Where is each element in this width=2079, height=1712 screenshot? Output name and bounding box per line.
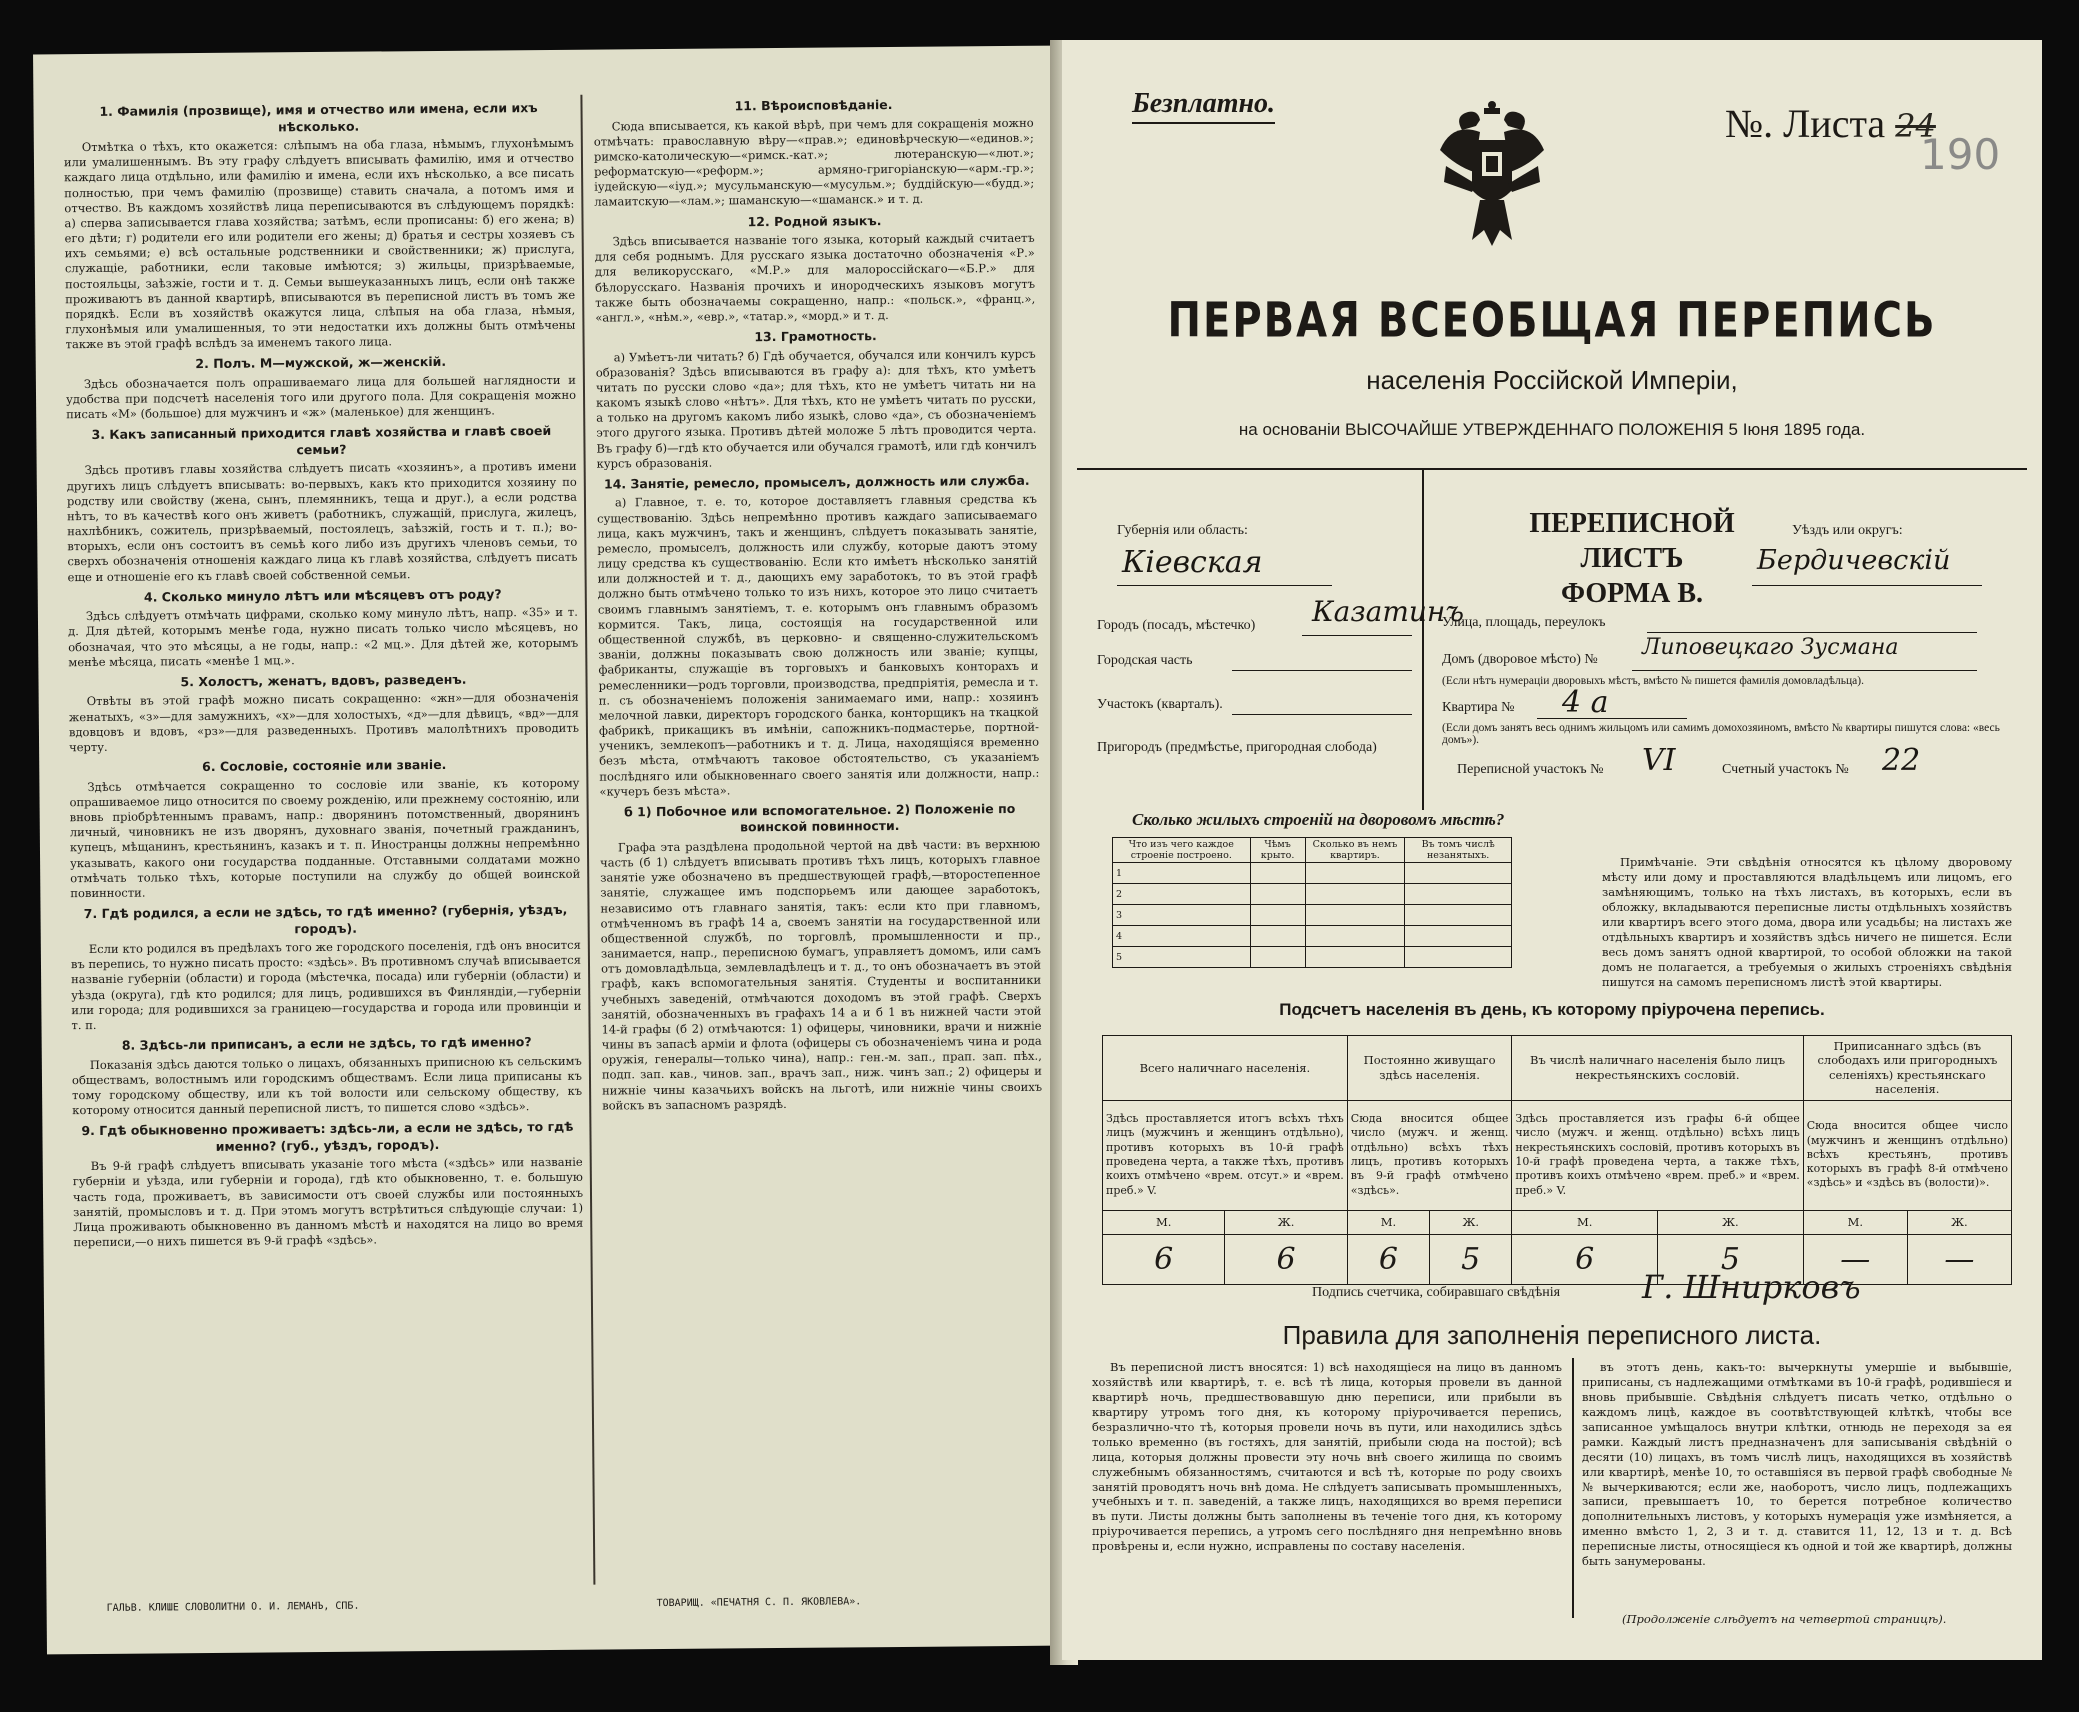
continued-note: (Продолженіе слѣдуетъ на четвертой страницѣ). <box>1622 1612 1947 1626</box>
sex-header-f: Ж. <box>1658 1210 1804 1234</box>
gorod-value: Казатинъ <box>1312 595 1465 628</box>
left-page <box>33 46 1067 1655</box>
count-value: 5 <box>1430 1234 1512 1284</box>
sex-header-f: Ж. <box>1430 1210 1512 1234</box>
count-description: Здѣсь проставляется изъ графы 6-й общее число (мужч. и женщ. отдѣльно) всѣхъ лицъ некрестьянскихъ сословій, противъ которыхъ въ 10-й графѣ проведена черта, а также тѣхъ, противъ коихъ отмѣчено «врем. преб.» и «врем. преб.» V. <box>1512 1100 1803 1210</box>
section-title: 11. Вѣроисповѣданіе. <box>734 96 893 114</box>
section-title: 12. Родной языкъ. <box>747 212 882 229</box>
count-description: Сюда вносится общее число (мужч. и женщ. отдѣльно) всѣхъ тѣхъ лицъ, противъ которыхъ въ 9-й графѣ отмѣчено «здѣсь». <box>1347 1100 1512 1210</box>
signature-value: Г. Шнирковъ <box>1642 1268 1861 1306</box>
section-title: 4. Сколько минуло лѣтъ или мѣсяцевъ отъ роду? <box>143 586 502 605</box>
gorod-line <box>1302 635 1412 636</box>
sheet-number-label: №. Листа <box>1725 101 1886 146</box>
section-text: Отвѣты въ этой графѣ можно писать сокращенно: «жн»—для обозначенія женатыхъ, «з»—для замужнихъ, «х»—для холостыхъ, «д»—для дѣвицъ, «вд»—для вдовцовъ и вдовъ, «рз»—для разведенныхъ. Противъ малолѣтнихъ проводить черту. <box>68 690 579 755</box>
prigorod-label: Пригородъ (предмѣстье, пригородная слобода) <box>1097 740 1377 755</box>
uezd-value: Бердичевскій <box>1757 545 1951 576</box>
buildings-question: Сколько жилыхъ строеній на дворовомъ мѣстѣ? <box>1132 810 1505 829</box>
printer-note-a: ГАЛЬВ. КЛИШЕ СЛОВОЛИТНИ О. И. ЛЕМАНЪ, СПБ. <box>106 1600 360 1614</box>
dom-note: (Если нѣтъ нумераціи дворовыхъ мѣстъ, вмѣсто № пишется фамилія домовладѣльца). <box>1442 675 1864 687</box>
section-text: Здѣсь противъ главы хозяйства слѣдуетъ писать «хозяинъ», а противъ имени другихъ лицъ слѣдуетъ вписывать: во-первыхъ, какъ кто приходится хозяину по родству или свойству (жена, сынъ, племянникъ, теща и друг.), а если родства нѣтъ, то въ качествѣ кого онъ живетъ (работникъ, служащій, прислуга, жилецъ, нахлѣбникъ, сожитель, призрѣваемый, постоялецъ, заѣзжій, гость и т. п.); во-вторыхъ, если онъ состоитъ въ семьѣ кого либо изъ другихъ членовъ семьи, то сверхъ обозначенія отношенія каждаго лица къ главѣ хозяйства, слѣдуетъ писать еще и отношеніе его къ главѣ своей собственной семьи. <box>66 459 578 584</box>
gubernia-value: Кіевская <box>1122 545 1263 580</box>
kvartira-note: (Если домъ занятъ весь однимъ жильцомъ или самимъ домохозяиномъ, вмѣсто № квартиры пишутся слова: «весь домъ»). <box>1442 722 2000 746</box>
left-column-b <box>593 91 1046 1575</box>
count-description: Сюда вносится общее число (мужчинъ и женщинъ отдѣльно) всѣхъ крестьянъ, противъ которыхъ въ графѣ 8-й отмѣчено «здѣсь» и «здѣсь въ (волости)». <box>1803 1100 2011 1210</box>
count-value: — <box>1803 1234 1907 1284</box>
count-value: 5 <box>1658 1234 1804 1284</box>
kvartira-line <box>1537 718 1687 719</box>
buildings-header: Чѣмъ крыто. <box>1250 838 1305 863</box>
schetny-uchastok-value: 22 <box>1882 743 1921 778</box>
sex-header-m: М. <box>1347 1210 1429 1234</box>
count-value: 6 <box>1225 1234 1347 1284</box>
rules-title: Правила для заполненія переписного листа. <box>1282 1320 1822 1350</box>
population-count-table <box>1102 1035 2012 1285</box>
rules-divider <box>1572 1358 1574 1618</box>
section-title: 13. Грамотность. <box>754 328 877 345</box>
sex-header-m: М. <box>1103 1210 1225 1234</box>
section-title: 8. Здѣсь-ли приписанъ, а если не здѣсь, то гдѣ именно? <box>121 1034 532 1053</box>
printer-note-b: ТОВАРИЩ. «ПЕЧАТНЯ С. П. ЯКОВЛЕВА». <box>656 1596 862 1610</box>
sheet-number-handwritten: 24 <box>1895 107 1936 145</box>
buildings-row-number: 2 <box>1113 884 1251 905</box>
section-text: Сюда вписывается, къ какой вѣрѣ, при чемъ для сокращенія можно отмѣчать: православную вѣру—«прав.»; единовѣрческую—«единов.»; римско-католическую—«римск.-кат.»; лютеранскую—«лют.»; реформатскую—«реформ.»; армяно-григоріанскую—«арм.-гр.»; іудейскую—«іуд.»; мусульманскую—«мусульм.»; буддійскую—«будд.»; ламаитскую—«лам.»; шаманскую—«шаманск.» и т. д. <box>593 115 1035 209</box>
pencil-page-number: 190 <box>1920 130 2001 179</box>
perepisnoy-uchastok-value: VI <box>1642 743 1676 778</box>
perepisnoy-uchastok-label: Переписной участокъ № <box>1457 762 1604 777</box>
count-title: Подсчетъ населенія въ день, къ которому пріурочена перепись. <box>1279 1000 1825 1019</box>
count-value: 6 <box>1512 1234 1658 1284</box>
section-title: 6. Сословіе, состояніе или званіе. <box>202 757 447 775</box>
count-value: 6 <box>1103 1234 1225 1284</box>
form-title-line-1: ПЕРЕПИСНОЙ ЛИСТЪ <box>1529 508 1735 574</box>
uezd-line <box>1752 585 1982 586</box>
count-description: Здѣсь проставляется итогъ всѣхъ тѣхъ лицъ (мужчинъ и женщинъ отдѣльно), противъ которыхъ въ 10-й графѣ проведена черта, а также тѣхъ, противъ коихъ отмѣчено «врем. отсут.» и «врем. преб.» V. <box>1103 1100 1348 1210</box>
chast-line <box>1232 670 1412 671</box>
form-title-line-2: ФОРМА В. <box>1560 578 1704 609</box>
section-text: Здѣсь слѣдуетъ отмѣчать цифрами, сколько кому минуло лѣтъ, напр. «35» и т. д. Для дѣтей, которымъ менѣе года, нужно писать только число мѣсяцевъ, но обозначая, что это мѣсяцы, а не годы, напр.: «2 мц.». Для дѣтей же, которымъ менѣе мѣсяца, писать «менѣе 1 мц.». <box>68 605 579 670</box>
section-text: Отмѣтка о тѣхъ, кто окажется: слѣпымъ на оба глаза, нѣмымъ, глухонѣмымъ или умалишеннымъ. Въ эту графу слѣдуетъ вписывать фамилію, имя и отчество каждаго лица отдѣльно, или фамилію и имена, если ихъ нѣсколько, а все писать полностью, при чемъ фамилію (прозвище) ставить сначала, а потомъ имя и отчество. Въ каждомъ хозяйствѣ лица переписываются въ слѣдующемъ порядкѣ: а) сперва записывается глава хозяйства; затѣмъ, если прописаны: б) его жена; в) его дѣти; г) родители его или родители его жены; д) братья и сестры хозяевъ съ ихъ семьями; е) всѣ остальные родственники и свойственники; ж) прислуга, служащіе, работники, если таковые имѣются; з) жильцы, призрѣваемые, постояльцы, заѣзжіе, гости и т. д. Семьи вышеуказанныхъ лицъ, если онѣ также проживаютъ въ данной квартирѣ, вписываются въ переписной листъ въ томъ же порядкѣ. Если въ хозяйствѣ окажутся лица, слѣпыя на оба глаза, нѣмыя, глухонѣмыя или умалишенныя, то эти недостатки ихъ должны быть отмѣчены также въ этой графѣ вслѣдъ за именемъ такого лица. <box>63 135 576 352</box>
section-text: Здѣсь обозначается полъ опрашиваемаго лица для большей наглядности и удобства при подсчетѣ населенія того или другого пола. Для сокращенія можно писать «М» (большое) для мужчинъ и «ж» (маленькое) для женщинъ. <box>65 372 577 422</box>
count-header: Постоянно живущаго здѣсь населенія. <box>1347 1036 1512 1101</box>
rules-text-a: Въ переписной листъ вносятся: 1) всѣ находящіеся на лицо въ данномъ хозяйствѣ или квартирѣ, т. е. всѣ тѣ лица, которыя провели въ данной квартирѣ ночь, предшествовавшую дню переписи, или прибыли въ квартиру утромъ того дня, къ которому пріурочивается перепись, безразлично-что тѣ, которыя провели ночь въ пути, или находились здѣсь только временно (въ гостяхъ, для занятій, прибыли сюда на постой); всѣ лица, которыя должны провести эту ночь внѣ своего жилища по своимъ служебнымъ обязанностямъ, считаются и всѣ тѣ, которые по роду своихъ занятій проводятъ ночь внѣ дома. Не слѣдуетъ записывать промышленныхъ, учебныхъ и т. п. заведеній, а также лицъ, находящихся во время переписи въ пути. Листы должны быть заполнены въ теченіе того дня, къ которому пріурочивается перепись, а утромъ сего послѣдняго дня непремѣнно вновь провѣрены и, если нужно, исправлены по составу населенія. <box>1092 1360 1562 1554</box>
uchastok-line <box>1232 714 1412 715</box>
section-title: 5. Холостъ, женатъ, вдовъ, разведенъ. <box>180 671 467 690</box>
schetny-uchastok-label: Счетный участокъ № <box>1722 762 1849 777</box>
section-text: Здѣсь отмѣчается сокращенно то сословіе или званіе, къ которому опрашиваемое лицо относится по своему рожденію, или прежнему состоянію, или вновь пріобрѣтеннымъ правамъ, напр.: дворянинъ потомственный, дворянинъ личный, чиновникъ не изъ дворянъ, духовнаго званія, почетный гражданинъ, купецъ, мѣщанинъ, крестьянинъ, казакъ и т. п. Иностранцы должны непремѣнно указывать, какого они государства подданные. Отставными солдатами можно отмѣчать только тѣхъ, которые поступили на службу до общей воинской повинности. <box>69 775 581 901</box>
right-page <box>1062 40 2042 1660</box>
basis-line: на основаніи ВЫСОЧАЙШЕ УТВЕРЖДЕННАГО ПОЛОЖЕНІЯ 5 Іюня 1895 года. <box>1238 420 1866 439</box>
kvartira-label: Квартира № <box>1442 700 1515 715</box>
page-subtitle: населенія Россійской Имперіи, <box>1366 365 1738 395</box>
buildings-row-number: 4 <box>1113 926 1251 947</box>
buildings-table <box>1112 837 1512 968</box>
section-text: Если кто родился въ предѣлахъ того же городского поселенія, гдѣ онъ вносится въ перепись, то нужно писать просто: «здѣсь». Въ противномъ случаѣ вписывается названіе губерніи (области) и города (мѣстечка, посада) или губерніи (области) и уѣзда (округа), гдѣ кто родился; для лицъ, родившихся въ Финляндіи,—губерніи или города; для родившихся за границею—государства и города или провинціи и т. п. <box>70 937 582 1033</box>
page-title: ПЕРВАЯ ВСЕОБЩАЯ ПЕРЕПИСЬ <box>1167 293 1937 349</box>
buildings-header: Что изъ чего каждое строеніе построено. <box>1113 838 1251 863</box>
sex-header-m: М. <box>1803 1210 1907 1234</box>
section-title: 2. Полъ. М—мужской, ж—женскій. <box>195 354 447 372</box>
count-value: — <box>1907 1234 2011 1284</box>
section-text: Показанія здѣсь даются только о лицахъ, обязанныхъ приписною къ сельскимъ обществамъ, волостнымъ или городскимъ обществамъ. Если лица приписаны къ тому городскому обществу, или къ той волости или сельскому обществу, къ которому относится данный переписной листъ, то пишется слово «здѣсь». <box>71 1053 583 1118</box>
sheet-number <box>1725 100 1936 147</box>
free-label: Безплатно. <box>1132 88 1275 124</box>
gorodskaya-chast-label: Городская часть <box>1097 653 1193 668</box>
uchastok-label: Участокъ (кварталъ). <box>1097 697 1223 712</box>
dom-value: Липовецкаго Зусмана <box>1642 635 1899 660</box>
buildings-row-number: 3 <box>1113 905 1251 926</box>
dom-label: Домъ (дворовое мѣсто) № <box>1442 652 1598 667</box>
buildings-header: Сколько въ немъ квартиръ. <box>1305 838 1405 863</box>
buildings-row-number: 5 <box>1113 947 1251 968</box>
rules-text-b: въ этотъ день, какъ-то: вычеркнуты умершіе и выбывшіе, приписаны, съ надлежащими отмѣтками въ 10-й графѣ, родившіеся и вновь прибывшіе. Свѣдѣнія слѣдуетъ писать четко, отдѣльно о каждомъ лицѣ, каждое въ соотвѣтствующей клѣткѣ, чтобы все записанное умѣщалось внутри клѣтки, отнюдь не переходя за ея рамки. Каждый листъ предназначенъ для записыванія свѣдѣній о десяти (10) лицахъ, въ томъ числѣ лицъ, находящихся въ хозяйствѣ или квартирѣ, менѣе 10, то оставшіяся въ первой графѣ свободные №№ вычеркиваются; если же, наоборотъ, число лицъ, подлежащихъ записи, превышаетъ 10, то берется потребное количество дополнительныхъ листовъ, у которыхъ нумерація уже измѣняется, а именно вмѣсто 1, 2, 3 и т. д. ставится 11, 12, 13 и т. д. Всѣ переписные листы, относящіеся къ одной и той же квартирѣ, должны быть занумерованы. <box>1582 1360 2012 1569</box>
sex-header-f: Ж. <box>1225 1210 1347 1234</box>
left-column-a <box>63 95 586 1579</box>
section-text: Въ 9-й графѣ слѣдуетъ вписывать указаніе того мѣста («здѣсь» или названіе губерніи и уѣзда, или губерніи и города), гдѣ кто обыкновенно, т. е. большую часть года, проживаетъ, въ зависимости отъ своей службы или постоянныхъ занятій, промысловъ и т. д. При этомъ могутъ встрѣтиться слѣдующіе случаи: 1) Лица проживають обыкновенно въ данномъ мѣстѣ и находятся на лицо во время переписи,—о нихъ пишется въ 9-й графѣ «здѣсь». <box>72 1154 584 1250</box>
count-header: Въ числѣ наличнаго населенія было лицъ некрестьянскихъ сословій. <box>1512 1036 1803 1101</box>
section-title: 7. Гдѣ родился, а если не здѣсь, то гдѣ именно? (губернія, уѣздъ, городъ). <box>83 901 568 936</box>
buildings-row-number: 1 <box>1113 863 1251 884</box>
double-headed-eagle-icon <box>1432 100 1552 250</box>
section-text: а) Главное, т. е. то, которое доставляетъ главныя средства къ существованію. Здѣсь непремѣнно противъ каждаго записываемаго лица, какъ мужчинъ, такъ и женщинъ, слѣдуетъ показывать занятіе, ремесло, промыселъ, должность или службу, которые даютъ этому лицу средства къ существованію. Если кто имѣетъ нѣсколько занятій или должностей и т. д., дающихъ ему заработокъ, то въ этой графѣ должно быть отмѣчено только то изъ нихъ, которое это лицо считаетъ своимъ главнымъ занятіемъ, т. е. которымъ онъ главнымъ образомъ кормится. Такъ, лица, состоящія на государственной или общественной службѣ, въ церковно- и священно-служительскомъ званіи, должны показывать свою должность или званіе; купцы, фабриканты, служащіе въ торговыхъ и банковыхъ конторахъ и ремесленники—родъ торговли, производства, предпріятія, ремесла и т. п. съ обозначеніемъ положенія занимаемаго ими, напр.: хозяинъ мелочной лавки, директоръ городского банка, конторщикъ на ткацкой фабрикѣ, прикащикъ въ имѣніи, сапожникъ-подмастерье, портной-ученикъ, землекопъ—работникъ и т. д. Лица, находящіяся временно безъ мѣста, отмѣчаютъ таковое обстоятельство, съ указаніемъ послѣдняго или обыкновеннаго своего занятія или должности, напр.: «кучеръ безъ мѣста». <box>597 492 1040 799</box>
note-text: Примѣчаніе. Эти свѣдѣнія относятся къ цѣлому дворовому мѣсту или дому и проставляются владѣльцемъ или лицомъ, его замѣняющимъ, только на тѣхъ листахъ, въ которыхъ, если въ обложку, вкладываются переписные листы отдѣльныхъ хозяйствъ или квартиръ всего этого дома, двора или усадьбы; на листахъ же отдѣльныхъ квартиръ и хозяйствъ здѣсь ничего не пишется. Если весь домъ занятъ одной квартирой, то особой обложки на такой домъ не полагается, а требуемыя о жилыхъ строеніяхъ свѣдѣнія пишутся на самомъ переписномъ листѣ этой квартиры. <box>1602 855 2012 989</box>
sex-header-m: М. <box>1512 1210 1658 1234</box>
form-divider <box>1422 470 1424 810</box>
buildings-header: Въ томъ числѣ незанятыхъ. <box>1405 838 1512 863</box>
gubernia-label: Губернія или область: <box>1117 523 1248 538</box>
count-header: Приписаннаго здѣсь (въ слободахъ или пригородныхъ селеніяхъ) крестьянскаго населенія. <box>1803 1036 2011 1101</box>
count-header: Всего наличнаго населенія. <box>1103 1036 1348 1101</box>
section-text: Графа эта раздѣлена продольной чертой на двѣ части: въ верхнюю часть (б 1) слѣдуетъ вписывать противъ тѣхъ лицъ, которыхъ главное занятіе уже обозначено въ предшествующей графѣ,—второстепенное занятіе, служащее имъ подспорьемъ или дающее заработокъ, независимо отъ главнаго занятія, такъ: если кто при главномъ, отмѣченномъ въ графѣ 14 а, своемъ занятіи на государственной или общественной службѣ, по торговлѣ, промышленности и пр., занимается, напр., переписною бумагъ, управляетъ домомъ, или самъ отъ домовладѣльца, землевладѣлецъ и т. д., то онъ обозначаетъ въ этой графѣ, какъ вспомогательныя занятія. Студенты и воспитанники учебныхъ заведеній, отмѣчаются доходомъ въ этой графѣ. Сверхъ занятій, обозначенныхъ въ графахъ 14 а и б 1 въ нижней части этой 14-й графы (б 2) отмѣчаются: 1) офицеры, чиновники, врачи и нижніе чины въ запасѣ арміи и флота (офицеры съ обозначеніемъ чина и рода оружія, генералы—только чина), напр.: ген.-м. зап., прап. зап. пѣх., подп. зап. кав., чинов. зап., врачъ зап., ниж. чинъ зап.; 2) офицеры и нижніе чины казачьихъ войскъ на льготѣ, или нижніе чины своихъ войскъ въ запасномъ разрядѣ. <box>600 836 1043 1113</box>
gorod-label: Городъ (посадъ, мѣстечко) <box>1097 618 1256 633</box>
kvartira-value: 4 а <box>1562 685 1609 720</box>
section-title: 14. Занятіе, ремесло, промыселъ, должность или служба. <box>603 472 1030 492</box>
section-title: 3. Какъ записанный приходится главѣ хозяйства и главѣ своей семьи? <box>91 423 552 458</box>
section-title: 9. Гдѣ обыкновенно проживаетъ: здѣсь-ли, а если не здѣсь, то гдѣ именно? (губ., уѣздъ, городъ). <box>81 1119 574 1154</box>
form-title <box>1482 506 1782 611</box>
section-title: 1. Фамилія (прозвище), имя и отчество или имена, если ихъ нѣсколько. <box>99 100 538 134</box>
ulitsa-line <box>1647 632 1977 633</box>
ulitsa-label: Улица, площадь, переулокъ <box>1442 615 1606 630</box>
sex-header-f: Ж. <box>1907 1210 2011 1234</box>
section-text: а) Умѣетъ-ли читать? б) Гдѣ обучается, обучался или кончилъ курсъ образованія? Здѣсь вписываются въ графу а): для тѣхъ, кто умѣетъ читать по русски слово «да»; для тѣхъ, кто не умѣетъ читать ни на какомъ языкѣ слово «нѣтъ». Для тѣхъ, кто не умѣетъ читать по русски, а только на другомъ какомъ либо языкѣ, слово «да», съ обозначеніемъ этого другого языка. Противъ дѣтей моложе 5 лѣтъ проводится черта. Въ графу б)—гдѣ кто обучается или обучался грамотѣ, или гдѣ кончилъ курсъ образованія. <box>595 346 1037 471</box>
count-value: 6 <box>1347 1234 1429 1284</box>
section-text: Здѣсь вписывается названіе того языка, который каждый считаетъ для себя роднымъ. Для русскаго языка достаточно обозначенія «Р.» для великорусскаго, «М.Р.» для малороссійскаго—«Б.Р.» для бѣлорусскаго. Названія прочихъ и инородческихъ языковъ могутъ также быть обозначаемы сокращенно, напр.: «польск.», «франц.», «англ.», «нѣм.», «евр.», «татар.», «морд.» и т. д. <box>594 230 1036 325</box>
signature-label: Подпись счетчика, собиравшаго свѣдѣнія <box>1312 1285 1561 1300</box>
section-title: б 1) Побочное или вспомогательное. 2) Положеніе по воинской повинности. <box>623 800 1016 835</box>
gubernia-line <box>1117 585 1332 586</box>
uezd-label: Уѣздъ или округъ: <box>1792 523 1903 538</box>
dom-line <box>1632 670 1977 671</box>
